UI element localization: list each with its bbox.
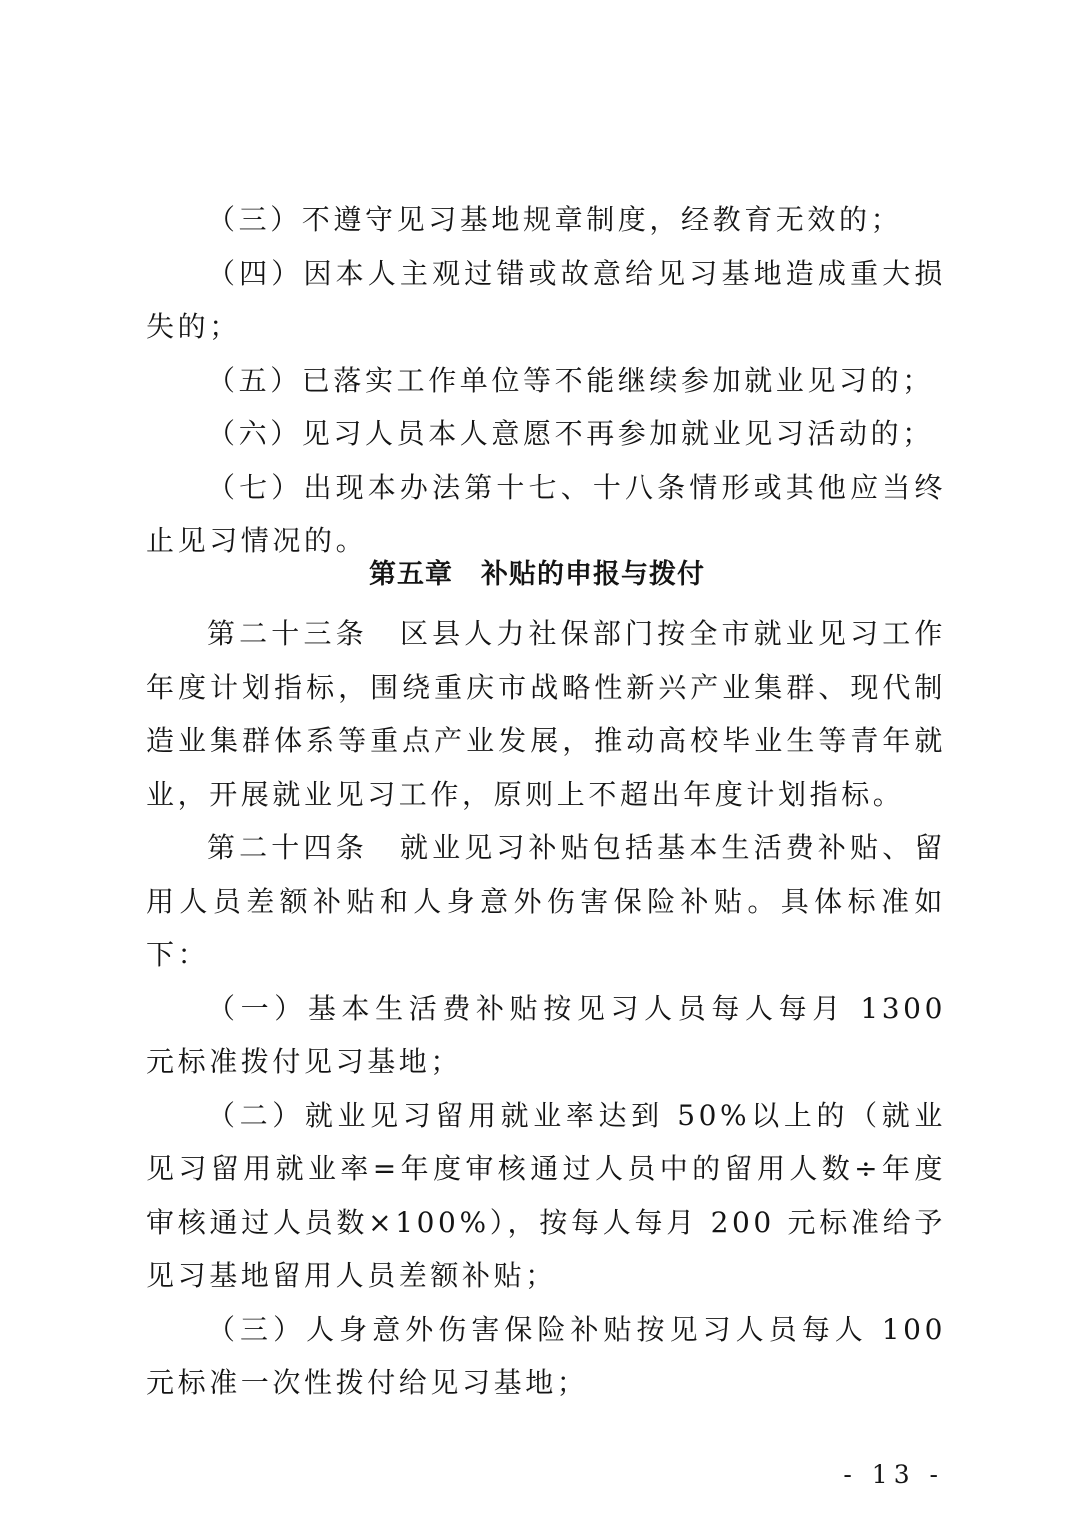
subsidy-item: （一）基本生活费补贴按见习人员每人每月 1300 元标准拨付见习基地； [146,991,946,1078]
chapter-body [146,607,946,1410]
list-item: （四）因本人主观过错或故意给见习基地造成重大损失的； [146,256,946,343]
article-24 [146,821,946,982]
article-label: 第二十四条 [207,831,368,864]
chapter-heading [0,553,1074,597]
chapter-number: 第五章 [369,559,453,590]
article-label: 第二十三条 [207,617,368,650]
article-23 [146,607,946,821]
page-number: - 13 - [843,1460,944,1489]
list-item: （三）不遵守见习基地规章制度，经教育无效的； [207,203,903,236]
chapter-name: 补贴的申报与拨付 [481,559,705,590]
list-item: （五）已落实工作单位等不能继续参加就业见习的； [207,363,934,397]
list-item: （六）见习人员本人意愿不再参加就业见习活动的； [207,417,934,450]
article-text: 就业见习补贴包括基本生活费补贴、留用人员差额补贴和人身意外伤害保险补贴。具体标准如下： [146,831,946,971]
list-item: （七）出现本办法第十七、十八条情形或其他应当终止见习情况的。 [146,470,946,557]
subsidy-item: （二）就业见习留用就业率达到 50%以上的（就业见习留用就业率=年度审核通过人员中的留用人数÷年度审核通过人员数×100%），按每人每月 200 元标准给予见习基地留用人员差额补贴； [146,1098,946,1292]
termination-conditions-list [146,193,946,568]
article-text: 区县人力社保部门按全市就业见习工作年度计划指标，围绕重庆市战略性新兴产业集群、现代制造业集群体系等重点产业发展，推动高校毕业生等青年就业，开展就业见习工作，原则上不超出年度计划指标。 [146,617,946,811]
subsidy-item: （三）人身意外伤害保险补贴按见习人员每人 100 元标准一次性拨付给见习基地； [146,1312,946,1399]
